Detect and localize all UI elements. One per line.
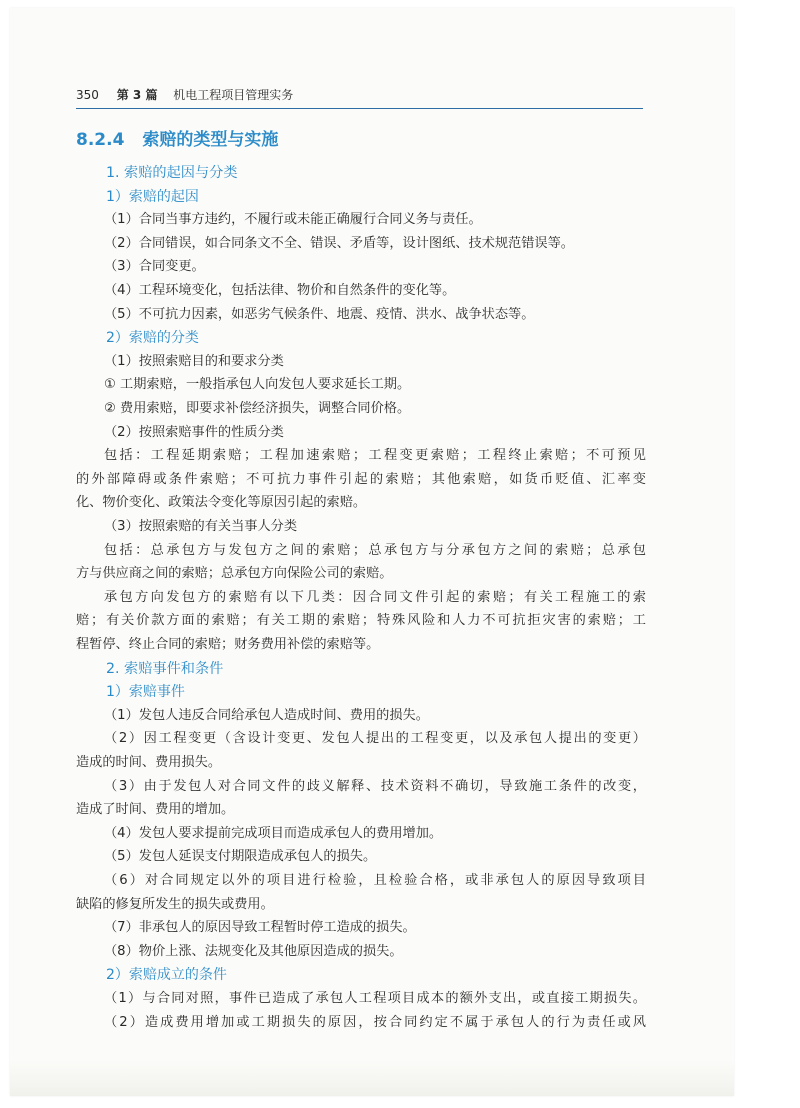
text-line: （5）不可抗力因素，如恶劣气候条件、地震、疫情、洪水、战争状态等。 — [104, 306, 535, 322]
text-line: （1）按照索赔目的和要求分类 — [104, 353, 284, 369]
subsection-heading: 1. 索赔的起因与分类 — [106, 165, 238, 181]
text-line: （3）按照索赔的有关当事人分类 — [104, 519, 298, 534]
text-line: （6）对合同规定以外的项目进行检验，且检验合格，或非承包人的原因导致项目 — [104, 873, 646, 888]
text-line: （5）发包人延误支付期限造成承包人的损失。 — [104, 849, 377, 865]
chapter-title: 机电工程项目管理实务 — [173, 88, 294, 102]
text-line: ① 工期索赔，一般指承包人向发包人要求延长工期。 — [104, 377, 411, 393]
text-line: 包括：总承包方与发包方之间的索赔；总承包方与分承包方之间的索赔；总承包 — [104, 542, 646, 558]
running-header — [76, 86, 643, 109]
sub-subsection-heading: 1）索赔事件 — [106, 684, 185, 701]
text-line: （7）非承包人的原因导致工程暂时停工造成的损失。 — [104, 920, 416, 936]
section-heading — [76, 128, 278, 152]
text-line: （3）由于发包人对合同文件的歧义解释、技术资料不确切，导致施工条件的改变， — [104, 778, 646, 794]
text-line: ② 费用索赔，即要求补偿经济损失，调整合同价格。 — [104, 401, 411, 416]
text-line: （2）因工程变更（含设计变更、发包人提出的工程变更，以及承包人提出的变更） — [104, 731, 646, 747]
text-line: （3）合同变更。 — [104, 259, 205, 275]
text-line: （4）发包人要求提前完成项目而造成承包人的费用增加。 — [104, 825, 443, 841]
text-line: 造成了时间、费用的增加。 — [76, 802, 235, 818]
text-line: 造成的时间、费用损失。 — [76, 755, 222, 770]
text-line: 的外部障碍或条件索赔；不可抗力事件引起的索赔；其他索赔，如货币贬值、汇率变 — [76, 471, 646, 487]
page-number: 350 — [76, 88, 99, 102]
text-line: （2）合同错误，如合同条文不全、错误、矛盾等，设计图纸、技术规范错误等。 — [104, 235, 574, 251]
text-line: （2）按照索赔事件的性质分类 — [104, 424, 284, 440]
text-line: （1）发包人违反合同给承包人造成时间、费用的损失。 — [104, 707, 429, 723]
text-line: 程暂停、终止合同的索赔；财务费用补偿的索赔等。 — [76, 637, 380, 652]
sub-subsection-heading: 1）索赔的起因 — [106, 188, 199, 205]
part-label: 第 3 篇 — [116, 88, 158, 102]
sub-subsection-heading: 2）索赔的分类 — [106, 330, 199, 347]
text-line: 承包方向发包方的索赔有以下几类：因合同文件引起的索赔；有关工程施工的索 — [104, 589, 646, 605]
text-line: （2）造成费用增加或工期损失的原因，按合同约定不属于承包人的行为责任或风 — [104, 1014, 646, 1030]
subsection-heading: 2. 索赔事件和条件 — [106, 660, 224, 677]
text-line: （4）工程环境变化，包括法律、物价和自然条件的变化等。 — [104, 283, 456, 298]
text-line: 缺陷的修复所发生的损失或费用。 — [76, 896, 274, 912]
text-line: 方与供应商之间的索赔；总承包方向保险公司的索赔。 — [76, 566, 393, 582]
text-line: 包括：工程延期索赔；工程加速索赔；工程变更索赔；工程终止索赔；不可预见 — [104, 448, 646, 464]
text-line: （1）合同当事方违约，不履行或未能正确履行合同义务与责任。 — [104, 212, 482, 228]
text-line: 化、物价变化、政策法令变化等原因引起的索赔。 — [76, 495, 367, 511]
sub-subsection-heading: 2）索赔成立的条件 — [106, 967, 227, 984]
text-line: （1）与合同对照，事件已造成了承包人工程项目成本的额外支出，或直接工期损失。 — [104, 991, 646, 1006]
section-title: 索赔的类型与实施 — [142, 130, 279, 150]
section-number: 8.2.4 — [76, 130, 125, 150]
text-line: （8）物价上涨、法规变化及其他原因造成的损失。 — [104, 943, 403, 959]
page-bottom-shade — [10, 1060, 734, 1096]
text-line: 赔；有关价款方面的索赔；有关工期的索赔；特殊风险和人力不可抗拒灾害的索赔；工 — [76, 613, 646, 629]
